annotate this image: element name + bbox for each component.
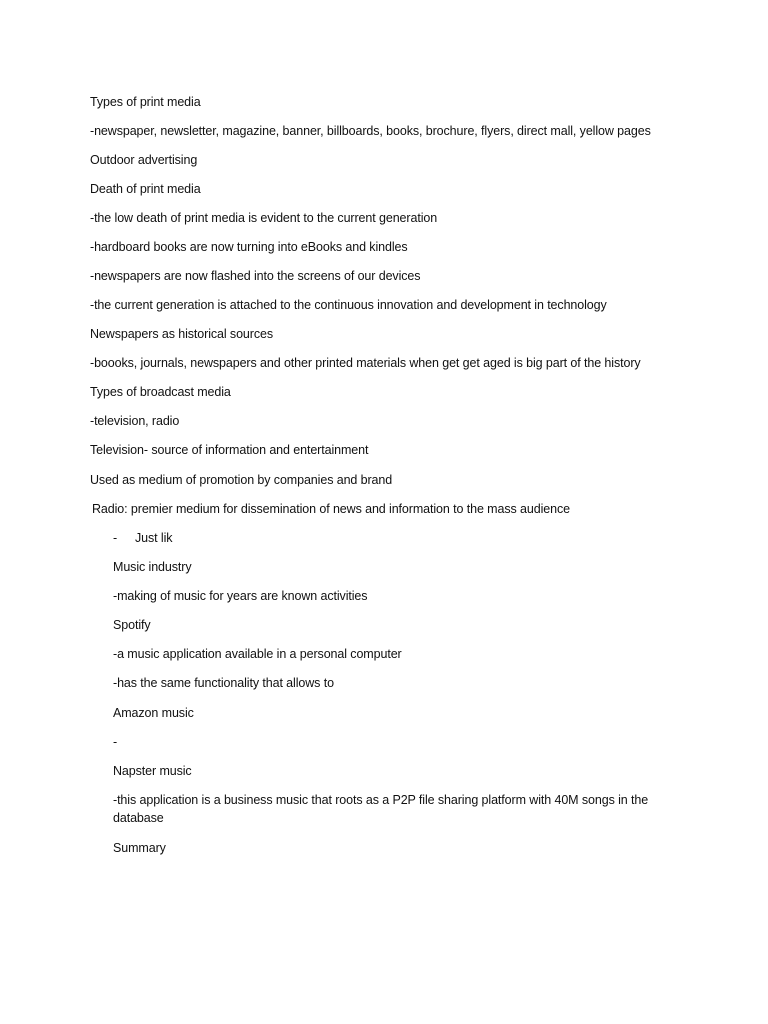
text-line: Radio: premier medium for dissemination of news and information to the mass audience [92,502,570,516]
bullet-marker: - [113,531,118,545]
text-line: -boooks, journals, newspapers and other printed materials when get get aged is big part of the history [90,356,641,370]
heading-spotify: Spotify [113,618,151,632]
heading-types-of-broadcast-media: Types of broadcast media [90,385,231,399]
heading-music-industry: Music industry [113,560,192,574]
text-line: -a music application available in a personal computer [113,647,402,661]
text-line: -newspapers are now flashed into the screens of our devices [90,269,421,283]
text-line: -television, radio [90,414,180,428]
text-line: -the current generation is attached to the continuous innovation and development in technology [90,298,607,312]
text-line: -the low death of print media is evident to the current generation [90,211,438,225]
heading-napster-music: Napster music [113,764,192,778]
heading-types-of-print-media: Types of print media [90,95,201,109]
print-media-list: -newspaper, newsletter, magazine, banner, billboards, books, brochure, flyers, direct mall, yellow pages [90,124,651,138]
text-line: Television- source of information and entertainment [90,443,369,457]
napster-description: -this application is a business music that roots as a P2P file sharing platform with 40M songs in the database [113,793,649,825]
bullet-text: Just lik [135,531,173,545]
text-line: -has the same functionality that allows to [113,676,334,690]
heading-death-of-print-media: Death of print media [90,182,201,196]
heading-amazon-music: Amazon music [113,706,194,720]
heading-outdoor-advertising: Outdoor advertising [90,153,198,167]
heading-newspapers-historical-sources: Newspapers as historical sources [90,327,273,341]
heading-summary: Summary [113,841,166,855]
empty-bullet: - [113,735,118,749]
text-line: Used as medium of promotion by companies and brand [90,473,393,487]
text-line: -making of music for years are known activities [113,589,368,603]
text-line: -hardboard books are now turning into eBooks and kindles [90,240,408,254]
